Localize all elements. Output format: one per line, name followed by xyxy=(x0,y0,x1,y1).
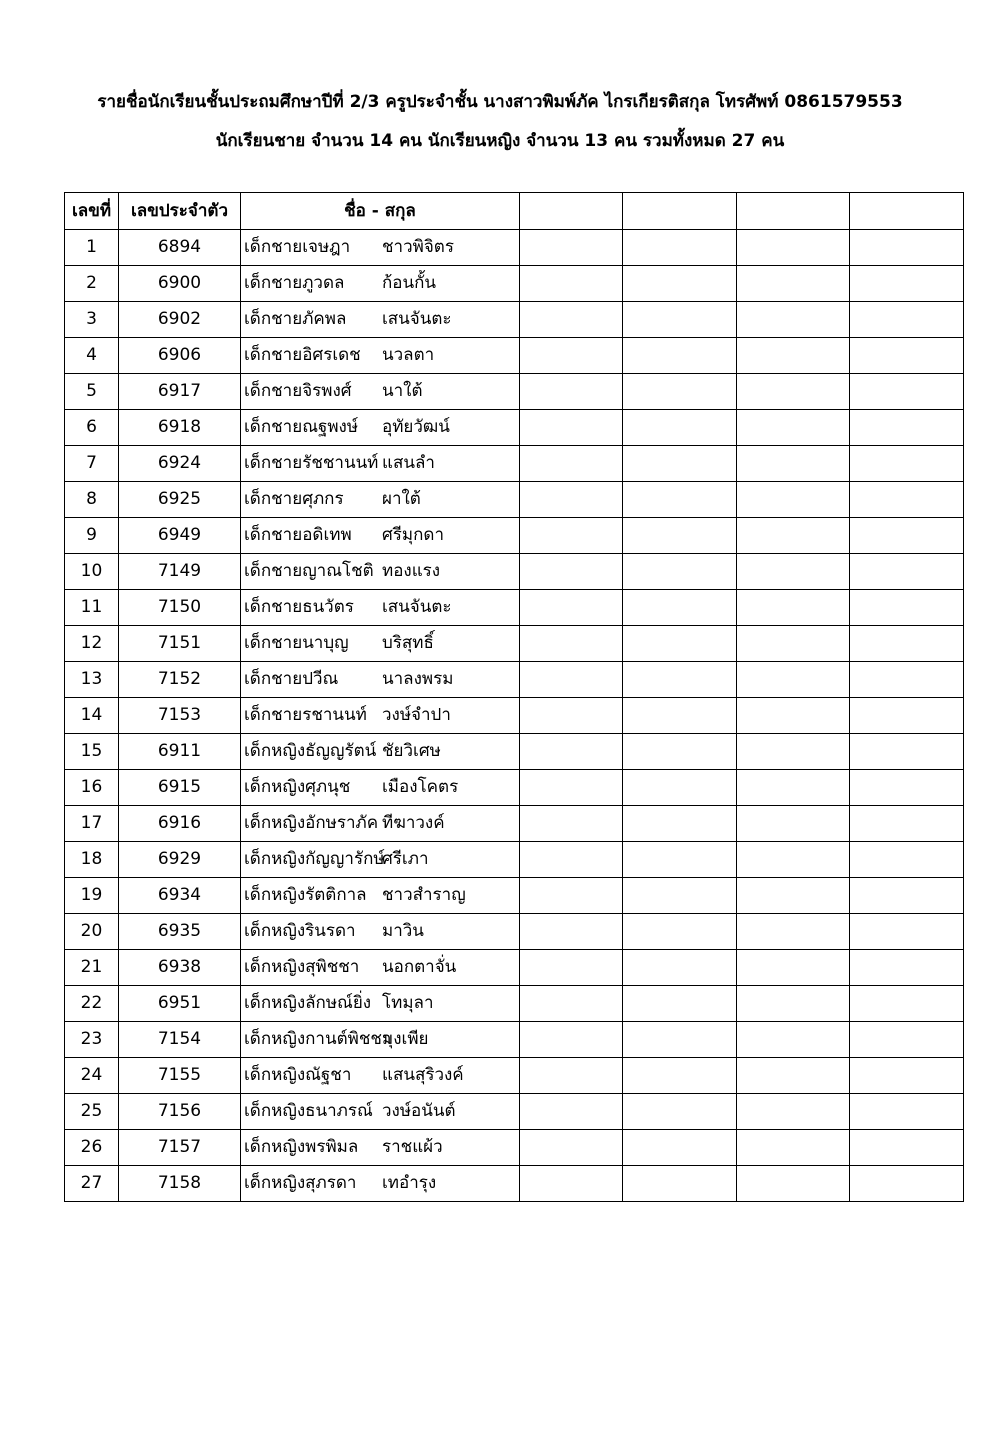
blank-cell xyxy=(850,518,964,554)
blank-cell xyxy=(850,1022,964,1058)
blank-cell xyxy=(623,1058,737,1094)
blank-cell xyxy=(623,554,737,590)
row-number: 25 xyxy=(65,1094,119,1130)
student-first-name: เด็กชายณฐพงษ์ xyxy=(244,417,359,437)
student-first-name: เด็กหญิงสุภรดา xyxy=(244,1173,357,1193)
student-name xyxy=(241,1166,520,1202)
student-last-name: ทีฆาวงค์ xyxy=(382,813,445,833)
blank-cell xyxy=(520,698,623,734)
blank-cell xyxy=(623,1166,737,1202)
table-row xyxy=(65,806,964,842)
student-id: 6925 xyxy=(119,482,241,518)
header-blank-1 xyxy=(520,193,623,230)
blank-cell xyxy=(623,698,737,734)
blank-cell xyxy=(737,302,850,338)
blank-cell xyxy=(520,302,623,338)
roster-body xyxy=(65,230,964,1202)
blank-cell xyxy=(623,374,737,410)
student-first-name: เด็กหญิงกานต์พิชชา xyxy=(244,1029,392,1049)
blank-cell xyxy=(850,698,964,734)
header-blank-3 xyxy=(737,193,850,230)
blank-cell xyxy=(850,662,964,698)
row-number: 17 xyxy=(65,806,119,842)
student-first-name: เด็กชายธนวัตร xyxy=(244,597,354,617)
blank-cell xyxy=(520,1166,623,1202)
blank-cell xyxy=(623,662,737,698)
blank-cell xyxy=(737,590,850,626)
blank-cell xyxy=(623,842,737,878)
student-last-name: ชาวสำราญ xyxy=(382,885,466,905)
row-number: 22 xyxy=(65,986,119,1022)
student-id: 7158 xyxy=(119,1166,241,1202)
table-row xyxy=(65,1094,964,1130)
student-first-name: เด็กหญิงพรพิมล xyxy=(244,1137,359,1157)
table-row xyxy=(65,410,964,446)
blank-cell xyxy=(623,410,737,446)
row-number: 18 xyxy=(65,842,119,878)
blank-cell xyxy=(850,950,964,986)
student-first-name: เด็กชายภูวดล xyxy=(244,273,345,293)
student-name xyxy=(241,590,520,626)
blank-cell xyxy=(520,590,623,626)
blank-cell xyxy=(520,518,623,554)
table-row xyxy=(65,1058,964,1094)
blank-cell xyxy=(623,230,737,266)
blank-cell xyxy=(520,1130,623,1166)
student-last-name: เสนจันตะ xyxy=(382,597,452,617)
blank-cell xyxy=(737,698,850,734)
row-number: 9 xyxy=(65,518,119,554)
table-header-row xyxy=(65,193,964,230)
blank-cell xyxy=(520,374,623,410)
student-id: 6951 xyxy=(119,986,241,1022)
blank-cell xyxy=(850,986,964,1022)
blank-cell xyxy=(520,410,623,446)
header-blank-2 xyxy=(623,193,737,230)
blank-cell xyxy=(737,230,850,266)
student-id: 7156 xyxy=(119,1094,241,1130)
student-count-summary: นักเรียนชาย จำนวน 14 คน นักเรียนหญิง จำนวน 13 คน รวมทั้งหมด 27 คน xyxy=(215,131,785,151)
blank-cell xyxy=(737,1130,850,1166)
student-id: 6906 xyxy=(119,338,241,374)
table-row xyxy=(65,1130,964,1166)
table-row xyxy=(65,230,964,266)
student-first-name: เด็กชายจิรพงศ์ xyxy=(244,381,352,401)
blank-cell xyxy=(737,338,850,374)
student-name xyxy=(241,914,520,950)
student-first-name: เด็กหญิงธนาภรณ์ xyxy=(244,1101,373,1121)
row-number: 16 xyxy=(65,770,119,806)
table-row xyxy=(65,878,964,914)
blank-cell xyxy=(850,338,964,374)
row-number: 14 xyxy=(65,698,119,734)
student-name xyxy=(241,482,520,518)
blank-cell xyxy=(623,914,737,950)
student-name xyxy=(241,1094,520,1130)
blank-cell xyxy=(737,806,850,842)
student-last-name: ศรีเภา xyxy=(382,849,429,869)
student-last-name: ราชแผ้ว xyxy=(382,1137,443,1157)
student-last-name: เมืองโคตร xyxy=(382,777,459,797)
student-id: 7155 xyxy=(119,1058,241,1094)
table-row xyxy=(65,338,964,374)
blank-cell xyxy=(623,446,737,482)
student-last-name: ผาใต้ xyxy=(382,489,421,509)
blank-cell xyxy=(520,482,623,518)
student-last-name: นอกตาจั่น xyxy=(382,957,457,977)
student-last-name: บริสุทธิ์ xyxy=(382,633,434,653)
student-first-name: เด็กหญิงสุพิชชา xyxy=(244,957,360,977)
blank-cell xyxy=(623,302,737,338)
row-number: 21 xyxy=(65,950,119,986)
blank-cell xyxy=(850,770,964,806)
row-number: 20 xyxy=(65,914,119,950)
blank-cell xyxy=(850,734,964,770)
student-id: 6949 xyxy=(119,518,241,554)
row-number: 1 xyxy=(65,230,119,266)
student-first-name: เด็กชายอิศรเดช xyxy=(244,345,361,365)
header-student-id: เลขประจำตัว xyxy=(119,193,241,230)
student-name xyxy=(241,842,520,878)
page-title: รายชื่อนักเรียนชั้นประถมศึกษาปีที่ 2/3 ครูประจำชั้น นางสาวพิมพ์ภัค ไกรเกียรติสกุล โทรศัพท์ 0861579553 xyxy=(97,92,903,112)
student-last-name: ศรีมุกดา xyxy=(382,525,445,545)
table-row xyxy=(65,950,964,986)
row-number: 23 xyxy=(65,1022,119,1058)
student-name xyxy=(241,1022,520,1058)
student-id: 6915 xyxy=(119,770,241,806)
table-row xyxy=(65,770,964,806)
blank-cell xyxy=(737,1058,850,1094)
table-row xyxy=(65,734,964,770)
blank-cell xyxy=(520,446,623,482)
row-number: 8 xyxy=(65,482,119,518)
student-id: 7150 xyxy=(119,590,241,626)
blank-cell xyxy=(520,1022,623,1058)
blank-cell xyxy=(520,626,623,662)
student-first-name: เด็กชายศุภกร xyxy=(244,489,344,509)
blank-cell xyxy=(737,662,850,698)
blank-cell xyxy=(520,878,623,914)
blank-cell xyxy=(737,518,850,554)
student-last-name: มาวิน xyxy=(382,921,424,941)
student-first-name: เด็กหญิงรัตติกาล xyxy=(244,885,367,905)
student-id: 6935 xyxy=(119,914,241,950)
student-last-name: ก้อนกั้น xyxy=(382,273,437,293)
blank-cell xyxy=(520,554,623,590)
blank-cell xyxy=(623,950,737,986)
student-first-name: เด็กหญิงอักษราภัค xyxy=(244,813,379,833)
student-last-name: แสนสุริวงค์ xyxy=(382,1065,464,1085)
student-id: 7153 xyxy=(119,698,241,734)
student-id: 6911 xyxy=(119,734,241,770)
student-id: 7157 xyxy=(119,1130,241,1166)
row-number: 10 xyxy=(65,554,119,590)
student-id: 6929 xyxy=(119,842,241,878)
student-id: 7154 xyxy=(119,1022,241,1058)
blank-cell xyxy=(737,842,850,878)
blank-cell xyxy=(737,410,850,446)
blank-cell xyxy=(850,230,964,266)
blank-cell xyxy=(623,482,737,518)
blank-cell xyxy=(623,338,737,374)
blank-cell xyxy=(850,446,964,482)
blank-cell xyxy=(520,338,623,374)
blank-cell xyxy=(623,1094,737,1130)
student-first-name: เด็กหญิงลักษณ์ยิ่ง xyxy=(244,993,372,1013)
blank-cell xyxy=(737,266,850,302)
student-last-name: วงษ์อนันต์ xyxy=(382,1101,456,1121)
student-first-name: เด็กหญิงรินรดา xyxy=(244,921,356,941)
student-id: 6902 xyxy=(119,302,241,338)
blank-cell xyxy=(737,986,850,1022)
student-last-name: เทอำรุง xyxy=(382,1173,437,1193)
blank-cell xyxy=(850,302,964,338)
blank-cell xyxy=(737,446,850,482)
blank-cell xyxy=(850,842,964,878)
blank-cell xyxy=(737,1022,850,1058)
blank-cell xyxy=(623,770,737,806)
student-name xyxy=(241,410,520,446)
student-id: 6924 xyxy=(119,446,241,482)
blank-cell xyxy=(850,410,964,446)
blank-cell xyxy=(520,266,623,302)
row-number: 19 xyxy=(65,878,119,914)
blank-cell xyxy=(850,1058,964,1094)
blank-cell xyxy=(623,734,737,770)
student-roster-table xyxy=(64,192,964,1202)
student-first-name: เด็กชายอดิเทพ xyxy=(244,525,352,545)
table-row xyxy=(65,986,964,1022)
blank-cell xyxy=(623,626,737,662)
row-number: 13 xyxy=(65,662,119,698)
blank-cell xyxy=(520,986,623,1022)
blank-cell xyxy=(850,1094,964,1130)
student-id: 7152 xyxy=(119,662,241,698)
table-row xyxy=(65,698,964,734)
blank-cell xyxy=(623,1130,737,1166)
student-first-name: เด็กชายนาบุญ xyxy=(244,633,349,653)
blank-cell xyxy=(623,878,737,914)
student-id: 7151 xyxy=(119,626,241,662)
student-name xyxy=(241,518,520,554)
row-number: 4 xyxy=(65,338,119,374)
student-name xyxy=(241,734,520,770)
blank-cell xyxy=(737,1094,850,1130)
student-name xyxy=(241,698,520,734)
student-last-name: มุงเพีย xyxy=(382,1029,429,1049)
row-number: 26 xyxy=(65,1130,119,1166)
header-blank-4 xyxy=(850,193,964,230)
blank-cell xyxy=(520,230,623,266)
table-row xyxy=(65,1022,964,1058)
table-row xyxy=(65,1166,964,1202)
student-first-name: เด็กชายเจษฎา xyxy=(244,237,351,257)
blank-cell xyxy=(520,806,623,842)
header-name: ชื่อ - สกุล xyxy=(241,193,520,230)
blank-cell xyxy=(520,950,623,986)
student-id: 6900 xyxy=(119,266,241,302)
blank-cell xyxy=(850,878,964,914)
blank-cell xyxy=(737,1166,850,1202)
blank-cell xyxy=(623,590,737,626)
student-id: 6938 xyxy=(119,950,241,986)
student-name xyxy=(241,626,520,662)
blank-cell xyxy=(520,770,623,806)
row-number: 6 xyxy=(65,410,119,446)
student-name xyxy=(241,266,520,302)
student-name xyxy=(241,770,520,806)
table-row xyxy=(65,518,964,554)
blank-cell xyxy=(850,626,964,662)
student-name xyxy=(241,338,520,374)
table-row xyxy=(65,842,964,878)
student-name xyxy=(241,806,520,842)
blank-cell xyxy=(623,266,737,302)
blank-cell xyxy=(737,554,850,590)
table-row xyxy=(65,626,964,662)
blank-cell xyxy=(737,878,850,914)
table-row xyxy=(65,446,964,482)
table-row xyxy=(65,554,964,590)
blank-cell xyxy=(623,806,737,842)
blank-cell xyxy=(520,914,623,950)
student-name xyxy=(241,950,520,986)
blank-cell xyxy=(737,374,850,410)
table-row xyxy=(65,482,964,518)
student-name xyxy=(241,1058,520,1094)
blank-cell xyxy=(520,1094,623,1130)
student-first-name: เด็กหญิงธัญญรัตน์ xyxy=(244,741,377,761)
row-number: 27 xyxy=(65,1166,119,1202)
student-last-name: นาใต้ xyxy=(382,381,423,401)
blank-cell xyxy=(737,950,850,986)
student-last-name: แสนลำ xyxy=(382,453,435,473)
blank-cell xyxy=(520,734,623,770)
student-id: 6934 xyxy=(119,878,241,914)
blank-cell xyxy=(850,1130,964,1166)
blank-cell xyxy=(737,770,850,806)
student-first-name: เด็กชายภัคพล xyxy=(244,309,347,329)
row-number: 7 xyxy=(65,446,119,482)
row-number: 11 xyxy=(65,590,119,626)
blank-cell xyxy=(850,266,964,302)
row-number: 12 xyxy=(65,626,119,662)
blank-cell xyxy=(623,518,737,554)
row-number: 3 xyxy=(65,302,119,338)
row-number: 5 xyxy=(65,374,119,410)
blank-cell xyxy=(623,986,737,1022)
blank-cell xyxy=(520,842,623,878)
student-first-name: เด็กชายรัชชานนท์ xyxy=(244,453,379,473)
blank-cell xyxy=(850,1166,964,1202)
student-name xyxy=(241,1130,520,1166)
student-name xyxy=(241,986,520,1022)
student-last-name: อุทัยวัฒน์ xyxy=(382,417,450,437)
table-row xyxy=(65,302,964,338)
blank-cell xyxy=(850,554,964,590)
student-first-name: เด็กหญิงกัญญารักษ์ xyxy=(244,849,385,869)
student-id: 6917 xyxy=(119,374,241,410)
row-number: 24 xyxy=(65,1058,119,1094)
blank-cell xyxy=(737,734,850,770)
student-first-name: เด็กหญิงณัฐชา xyxy=(244,1065,352,1085)
student-id: 7149 xyxy=(119,554,241,590)
student-name xyxy=(241,302,520,338)
student-last-name: ทองแรง xyxy=(382,561,441,581)
header-number: เลขที่ xyxy=(65,193,119,230)
table-row xyxy=(65,590,964,626)
student-name xyxy=(241,554,520,590)
student-first-name: เด็กชายปวีณ xyxy=(244,669,339,689)
blank-cell xyxy=(737,914,850,950)
student-first-name: เด็กชายญาณโชติ xyxy=(244,561,374,581)
table-row xyxy=(65,662,964,698)
student-name xyxy=(241,662,520,698)
student-last-name: วงษ์จำปา xyxy=(382,705,451,725)
table-row xyxy=(65,266,964,302)
blank-cell xyxy=(623,1022,737,1058)
blank-cell xyxy=(737,482,850,518)
student-name xyxy=(241,230,520,266)
table-row xyxy=(65,914,964,950)
student-id: 6916 xyxy=(119,806,241,842)
row-number: 15 xyxy=(65,734,119,770)
blank-cell xyxy=(850,806,964,842)
blank-cell xyxy=(850,590,964,626)
blank-cell xyxy=(520,662,623,698)
student-id: 6894 xyxy=(119,230,241,266)
student-last-name: เสนจันตะ xyxy=(382,309,452,329)
student-last-name: ชัยวิเศษ xyxy=(382,741,441,761)
student-name xyxy=(241,878,520,914)
student-first-name: เด็กหญิงศุภนุช xyxy=(244,777,351,797)
blank-cell xyxy=(850,374,964,410)
blank-cell xyxy=(520,1058,623,1094)
student-last-name: ชาวพิจิตร xyxy=(382,237,454,257)
blank-cell xyxy=(850,482,964,518)
student-name xyxy=(241,446,520,482)
blank-cell xyxy=(737,626,850,662)
blank-cell xyxy=(850,914,964,950)
student-id: 6918 xyxy=(119,410,241,446)
student-first-name: เด็กชายรชานนท์ xyxy=(244,705,367,725)
student-last-name: นวลตา xyxy=(382,345,435,365)
student-name xyxy=(241,374,520,410)
student-last-name: นาลงพรม xyxy=(382,669,454,689)
table-row xyxy=(65,374,964,410)
student-last-name: โทมุลา xyxy=(382,993,434,1013)
row-number: 2 xyxy=(65,266,119,302)
